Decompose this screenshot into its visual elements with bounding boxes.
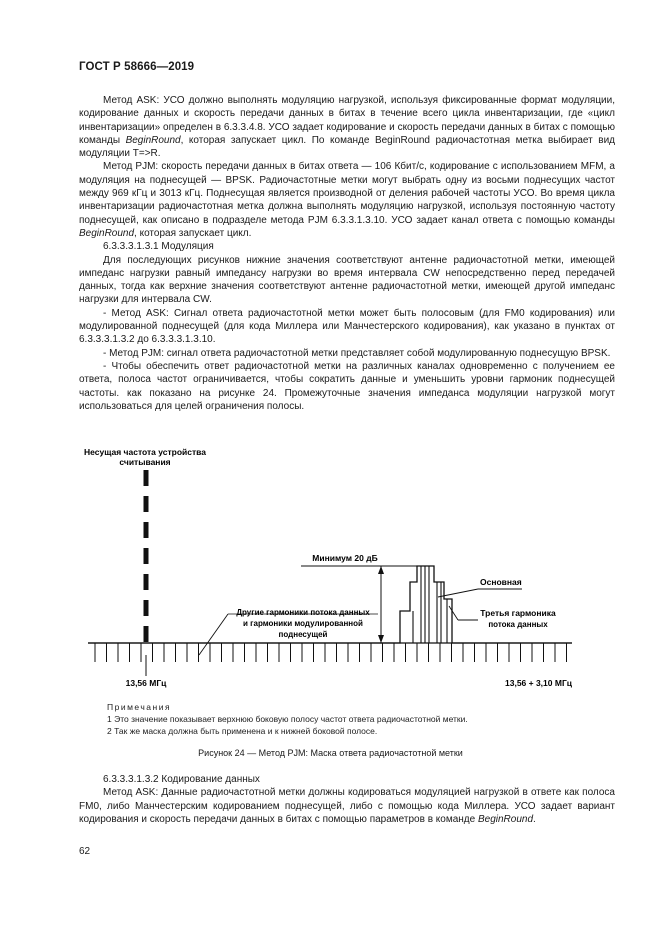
note-item: 2 Так же маска должна быть применена и к нижней боковой полосе. <box>107 726 378 736</box>
axis-label-left: 13,56 МГц <box>125 678 167 688</box>
paragraph: Для последующих рисунков нижние значения соответствуют антенне радиочастотной метки, имеющей импеданс нагрузки равный импедансу нагрузки во время интервала CW непосредственно перед передачей данных, тогда как верхние значения соответствуют антенне радиочастотной метки, имеющей другой импеданс нагрузки для интервала CW. <box>79 254 615 306</box>
notes-heading: Примечания <box>107 702 172 712</box>
other-harmonics-2: и гармоники модулированной <box>243 619 363 628</box>
text-block-bottom <box>79 773 615 826</box>
other-leader <box>199 614 228 655</box>
carrier-label-line1: Несущая частота устройства <box>84 447 206 457</box>
third-harmonic-label-2: потока данных <box>488 620 548 629</box>
note-item: 1 Это значение показывает верхнюю боковую полосу частот ответа радиочастотной метки. <box>107 714 468 724</box>
base-label: Основная <box>480 577 522 587</box>
list-item: - Метод PJM: сигнал ответа радиочастотной метки представляет собой модулированную поднесущую BPSK. <box>103 347 611 359</box>
third-leader <box>449 606 458 620</box>
minimum-label: Минимум 20 дБ <box>312 553 378 563</box>
section-heading: 6.3.3.3.1.3.2 Кодирование данных <box>103 774 260 785</box>
page-number: 62 <box>79 846 91 857</box>
other-harmonics-1: Другие гармоники потока данных <box>236 608 370 617</box>
other-harmonics-3: поднесущей <box>278 630 328 639</box>
axis-label-right: 13,56 + 3,10 МГц <box>505 678 572 688</box>
arrow-up <box>378 566 384 574</box>
section-heading: 6.3.3.3.1.3.1 Модуляция <box>103 241 214 253</box>
arrow-down <box>378 635 384 643</box>
figure-notes <box>107 701 468 737</box>
figure-caption: Рисунок 24 — Метод PJM: Маска ответа радиочастотной метки <box>198 748 463 758</box>
carrier-label-line2: считывания <box>119 457 171 467</box>
paragraph: Метод ASK: УСО должно выполнять модуляцию нагрузкой, используя фиксированные формат модуляции, кодирование данных и скорость передачи данных в битах в течение всего цикла инвентаризации, где «цикл инвентаризации» определен в 6.3.3.4.8. УСО задает кодирование и скорость передачи данных в битах с помощью команды BeginRound, которая запускает цикл. По команде BeginRound радиочастотная метка выбирает вид модуляции T=>R. <box>79 95 615 160</box>
paragraph: Метод ASK: Данные радиочастотной метки должны кодироваться модуляцией нагрузкой в ответе как полоса FM0, либо Манчестерским кодированием поднесущей, либо с помощью кода Миллера. УСО задает вариант кодирования и скорость передачи данных в битах с помощью параметров в команде BeginRound. <box>79 787 615 825</box>
list-item: - Метод ASK: Сигнал ответа радиочастотной метки может быть полосовым (для FM0 кодирования) или модулированной поднесущей (для кода Миллера или Манчестерского кодирования), как указано в пунктах от 6.3.3.3.1.3.2 до 6.3.3.3.1.3.10. <box>79 307 615 346</box>
axis-ticks <box>95 643 567 662</box>
document-header: ГОСТ Р 58666—2019 <box>79 61 195 73</box>
third-harmonic-label-1: Третья гармоника <box>480 608 556 618</box>
list-item: - Чтобы обеспечить ответ радиочастотной метки на различных каналах одновременно с получением ее ответа, полоса частот ограничивается, чтобы сократить данные и уменьшить уровни гармоник поднесущей частоты. как показано на рисунке 24. Промежуточные значения импеданса модуляции нагрузкой могут использоваться для целей ограничения полосы. <box>79 360 615 412</box>
paragraph: Метод PJM: скорость передачи данных в битах ответа — 106 Кбит/с, кодирование с использованием MFM, а модуляция на поднесущей — BPSK. Радиочастотные метки могут выбрать одну из восьми поднесущих частот между 969 кГц и 3013 кГц. Поднесущая является производной от деления рабочей частоты УСО. Во время цикла инвентаризации радиочастотная метка должна выполнять модуляцию нагрузкой, используя постоянную частоту поднесущей, как описано в подразделе метода PJM 6.3.3.1.3.10. УСО задает канал ответа с помощью команды BeginRound, которая запускает цикл. <box>79 161 615 239</box>
